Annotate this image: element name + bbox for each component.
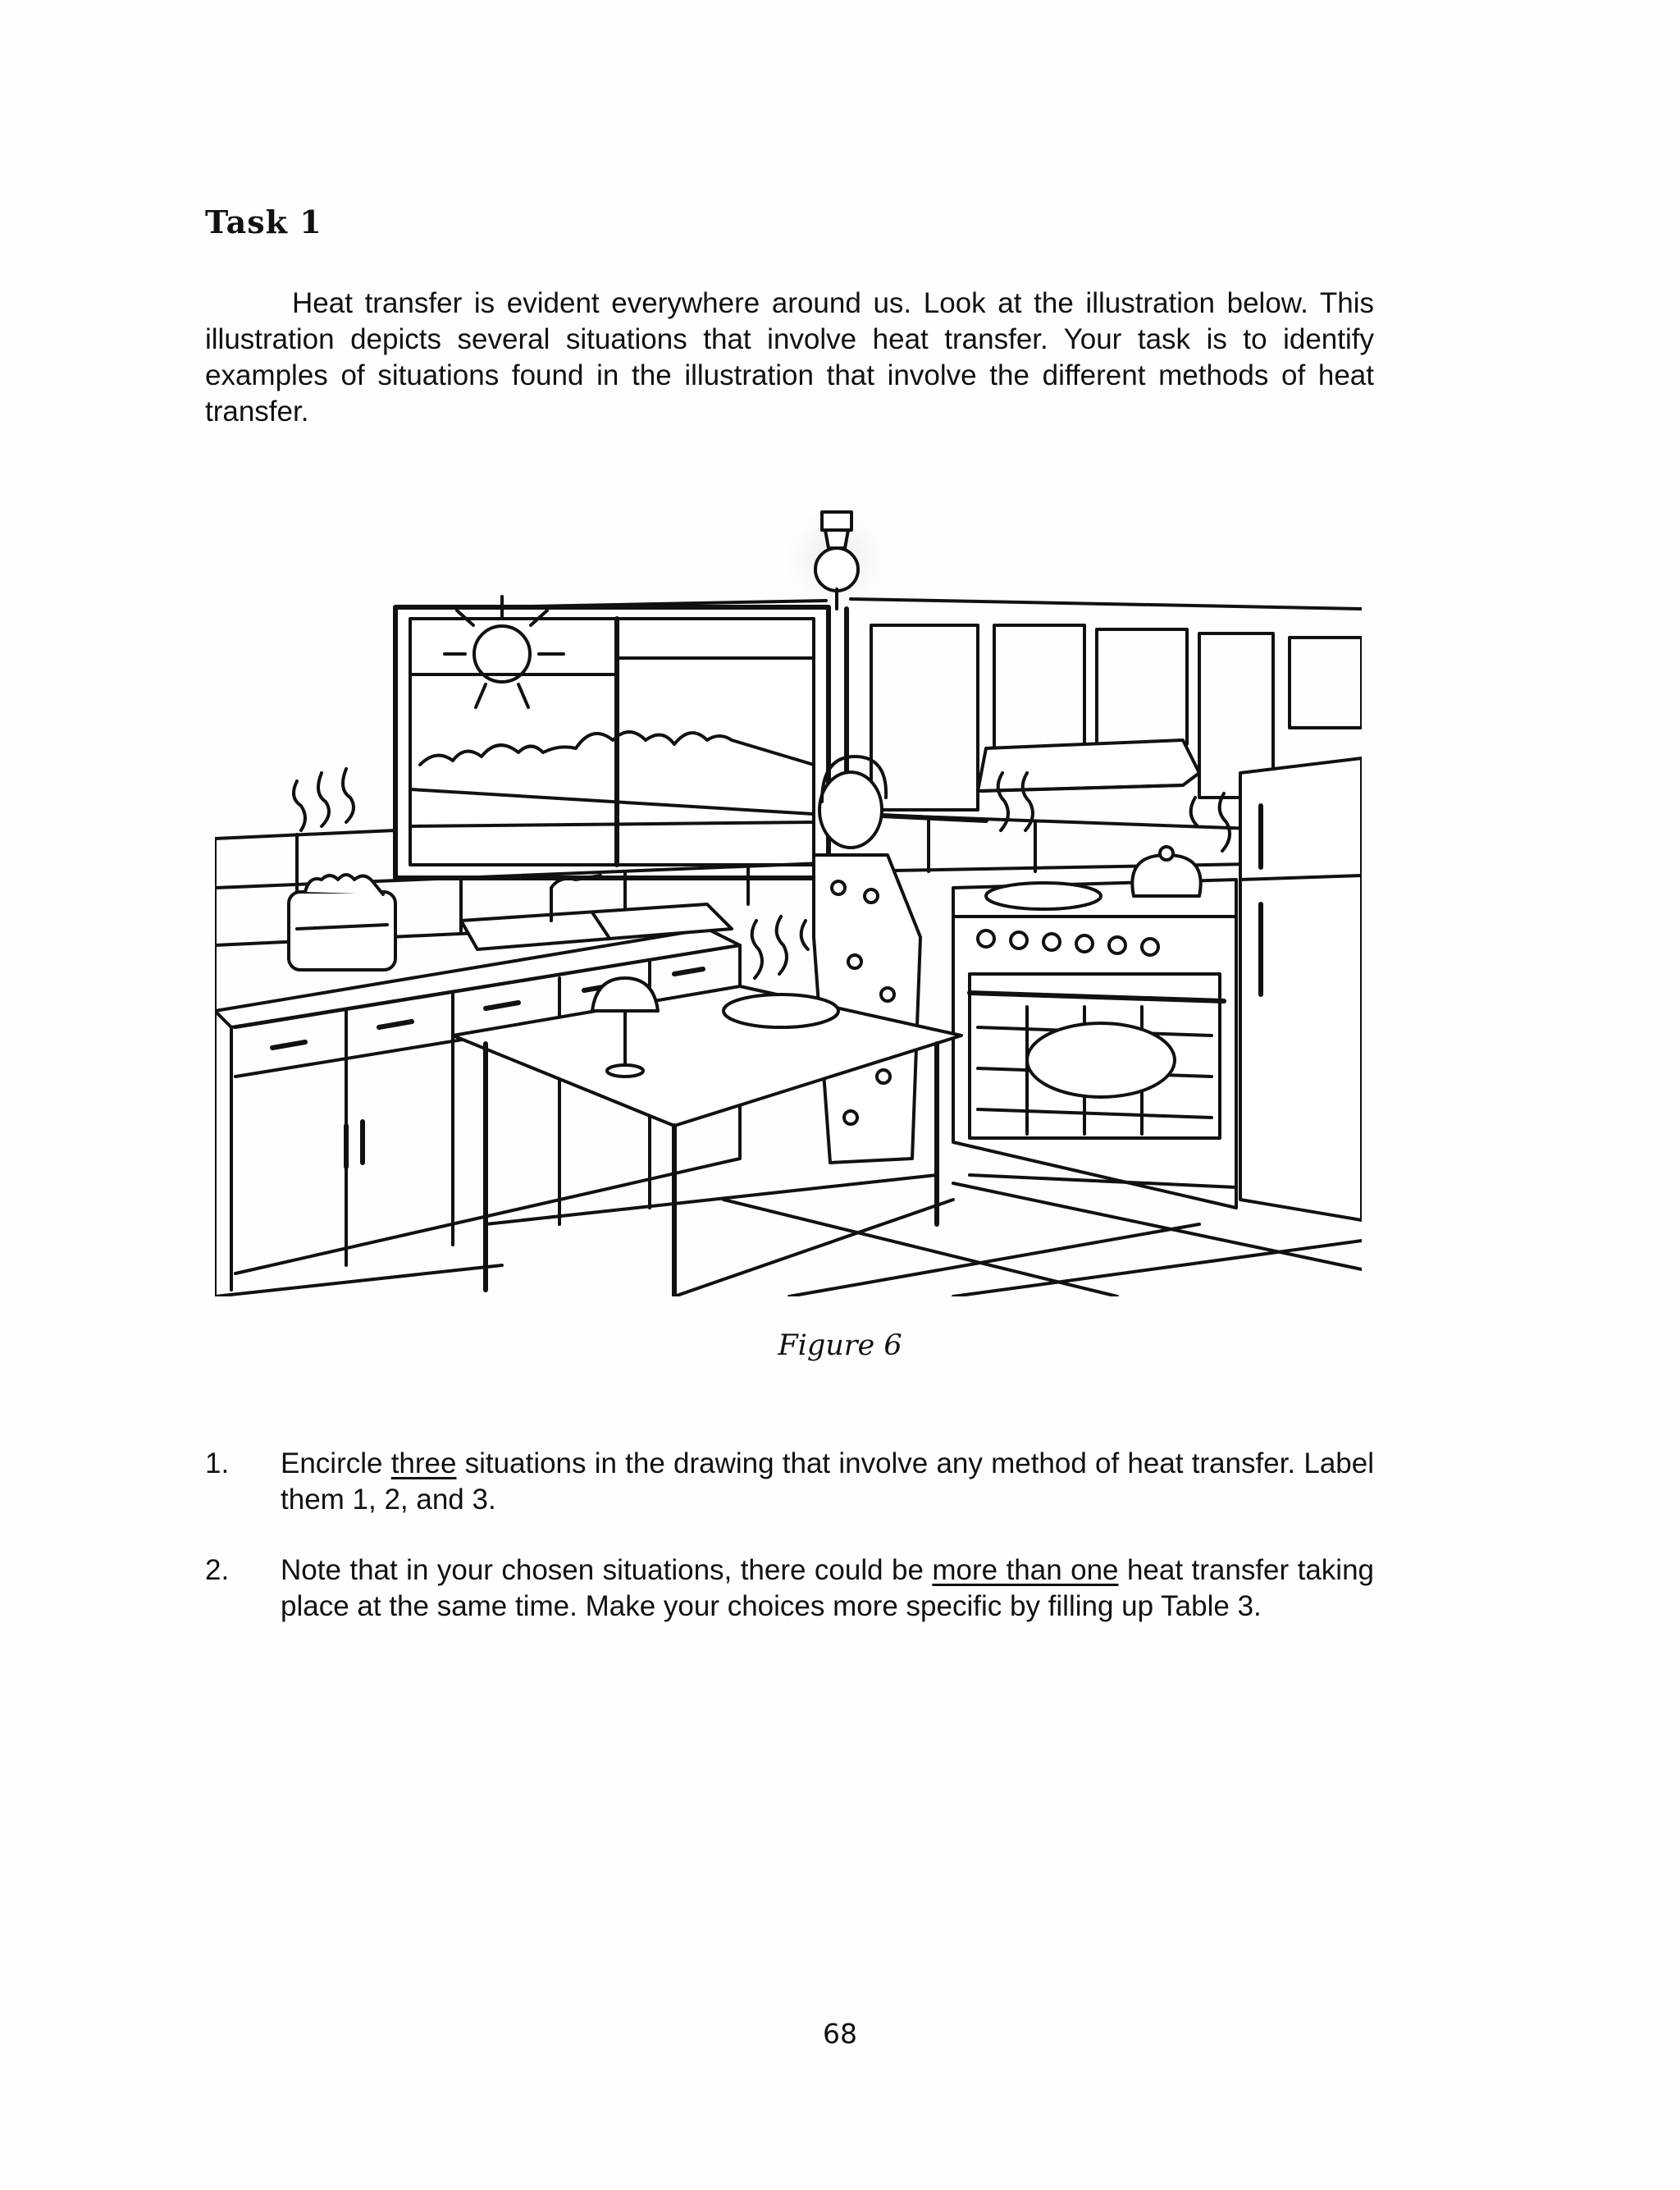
page-number: 68: [823, 2018, 857, 2050]
underlined-phrase: more than one: [932, 1554, 1119, 1586]
item-number: 1.: [205, 1447, 230, 1479]
underlined-word: three: [390, 1447, 457, 1479]
refrigerator: [1240, 758, 1362, 1220]
range-hood: [978, 740, 1199, 791]
intro-text: Heat transfer is evident everywhere around us. Look at the illustration below. This illustration depicts several situations that involve heat transfer. Your task is to identify examples of situations found in the illustration that involve the different methods of heat transfer.: [205, 287, 1374, 427]
item-text: Encircle three situations in the drawing that involve any method of heat transfer. Label them 1, 2, and 3.: [281, 1447, 1374, 1516]
item-text: Note that in your chosen situations, there could be more than one heat transfer taking place at the same time. Make your choices more specific by filling up Table 3.: [281, 1554, 1375, 1622]
stove: [953, 880, 1236, 1208]
window: [395, 597, 829, 878]
task-heading: Task 1: [205, 203, 322, 240]
frying-pan-icon: [986, 773, 1101, 909]
roast-chicken-icon: [1027, 1023, 1175, 1097]
intro-paragraph: [205, 286, 1374, 430]
figure-caption: Figure 6: [778, 1329, 902, 1362]
toaster-icon: [289, 769, 395, 970]
item-number: 2.: [205, 1554, 230, 1586]
kitchen-illustration: [215, 502, 1362, 1296]
